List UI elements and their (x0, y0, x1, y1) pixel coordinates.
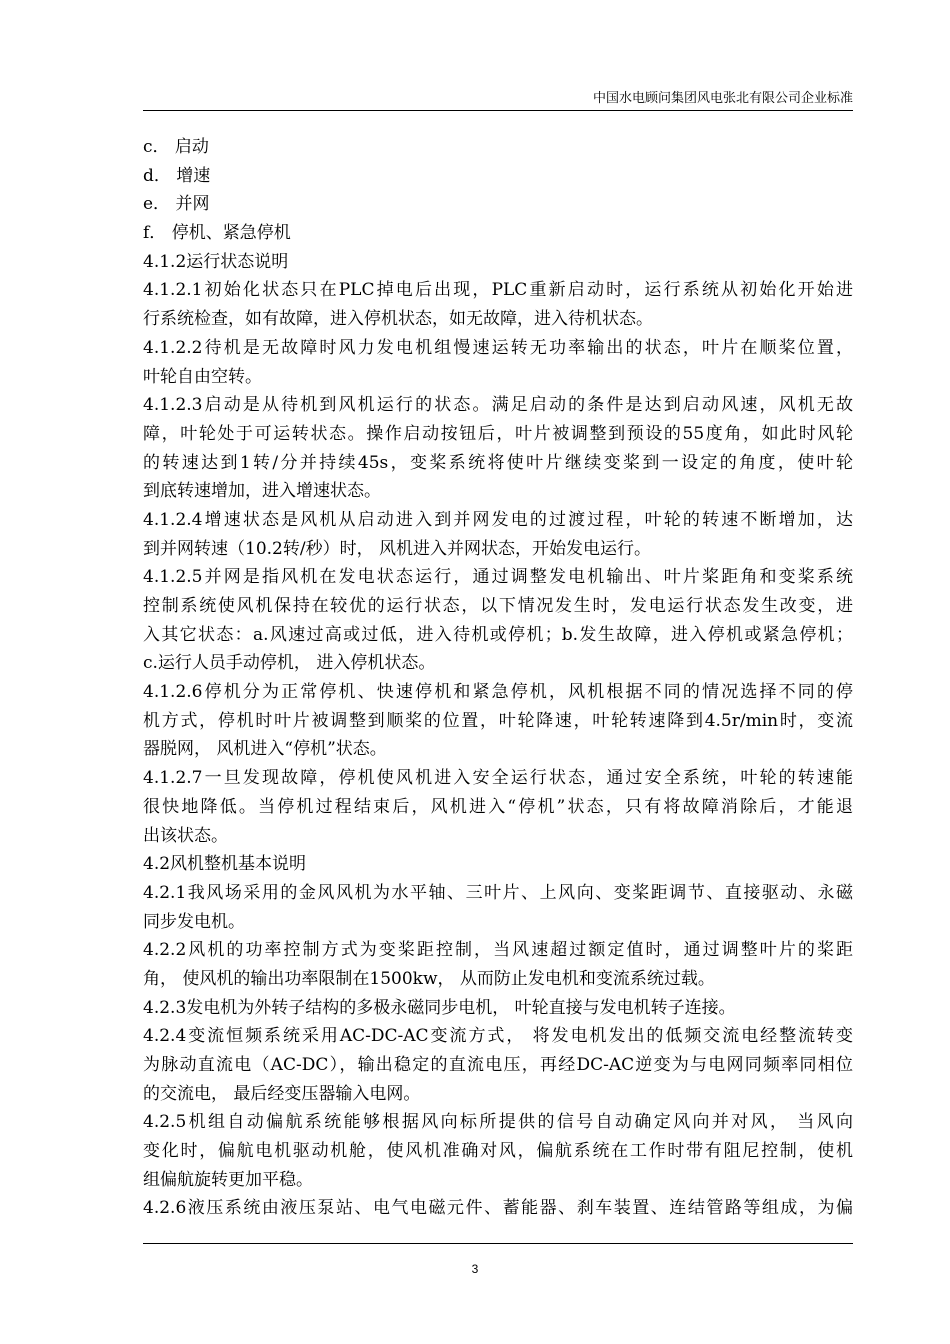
page-header-title: 中国水电顾问集团风电张北有限公司企业标准 (592, 91, 853, 106)
text-line: 变化时，偏航电机驱动机舱，使风机准确对风，偏航系统在工作时带有阻尼控制，使机 (143, 1141, 853, 1162)
text-line: f． 停机、紧急停机 (143, 223, 291, 244)
text-line: 障，叶轮处于可运转状态。操作启动按钮后，叶片被调整到预设的55度角，如此时风轮 (143, 423, 853, 444)
footer-divider (143, 1243, 853, 1244)
page-number: 3 (471, 1262, 479, 1276)
text-line: 4.1.2.3启动是从待机到风机运行的状态。满足启动的条件是达到启动风速，风机无故 (143, 395, 853, 416)
text-line: c． 启动 (143, 137, 209, 157)
text-line: 4.1.2.6停机分为正常停机、快速停机和紧急停机，风机根据不同的情况选择不同的停 (143, 682, 853, 703)
text-line: 角， 使风机的输出功率限制在1500kw， 从而防止发电机和变流系统过载。 (143, 968, 715, 989)
document-body (143, 133, 853, 1223)
text-line: 4.2.4变流恒频系统采用AC-DC-AC变流方式， 将发电机发出的低频交流电经整流转变 (143, 1026, 853, 1047)
text-line: 4.2.6液压系统由液压泵站、电气电磁元件、蓄能器、刹车装置、连结管路等组成，为偏 (143, 1198, 853, 1219)
text-line: 很快地降低。当停机过程结束后，风机进入“停机”状态，只有将故障消除后，才能退 (143, 796, 853, 817)
text-line: 为脉动直流电（AC-DC），输出稳定的直流电压，再经DC-AC逆变为与电网同频率同相位 (143, 1055, 853, 1075)
text-line: 机方式，停机时叶片被调整到顺桨的位置，叶轮降速，叶轮转速降到4.5r/min时，变流 (143, 710, 853, 731)
text-line: 出该状态。 (143, 825, 228, 846)
text-line: 4.2.2风机的功率控制方式为变桨距控制，当风速超过额定值时，通过调整叶片的桨距 (143, 940, 853, 961)
text-line: 器脱网， 风机进入“停机”状态。 (143, 739, 387, 760)
text-line: 的交流电， 最后经变压器输入电网。 (143, 1083, 421, 1104)
text-line: 4.2风机整机基本说明 (143, 854, 307, 875)
header-divider (143, 110, 853, 111)
text-line: 4.1.2.7一旦发现故障，停机使风机进入安全运行状态，通过安全系统，叶轮的转速能 (143, 768, 853, 789)
text-line: 4.2.5机组自动偏航系统能够根据风向标所提供的信号自动确定风向并对风， 当风向 (143, 1112, 853, 1133)
text-line: 4.1.2运行状态说明 (143, 251, 289, 272)
text-line: 4.1.2.2待机是无故障时风力发电机组慢速运转无功率输出的状态，叶片在顺桨位置， (143, 337, 853, 358)
text-line: 组偏航旋转更加平稳。 (143, 1169, 313, 1190)
text-line: 4.1.2.1初始化状态只在PLC掉电后出现，PLC重新启动时，运行系统从初始化开始进 (143, 280, 853, 301)
text-line: 入其它状态：a.风速过高或过低，进入待机或停机；b.发生故障，进入停机或紧急停机； (143, 624, 853, 645)
text-line: e． 并网 (143, 194, 210, 215)
text-line: 4.1.2.5并网是指风机在发电状态运行，通过调整发电机输出、叶片桨距角和变桨系统 (143, 567, 853, 588)
text-line: 4.1.2.4增速状态是风机从启动进入到并网发电的过渡过程，叶轮的转速不断增加，达 (143, 509, 853, 530)
text-line: c.运行人员手动停机， 进入停机状态。 (143, 653, 436, 674)
text-line: 4.2.3发电机为外转子结构的多极永磁同步电机， 叶轮直接与发电机转子连接。 (143, 997, 736, 1018)
text-line: 的转速达到1转/分并持续45s，变桨系统将使叶片继续变桨到一设定的角度，使叶轮 (143, 452, 853, 473)
text-line: 行系统检查，如有故障，进入停机状态，如无故障，进入待机状态。 (143, 309, 653, 330)
text-line: 到底转速增加，进入增速状态。 (143, 481, 381, 502)
text-line: d． 增速 (143, 165, 211, 186)
text-line: 同步发电机。 (143, 911, 245, 932)
text-line: 叶轮自由空转。 (143, 366, 262, 387)
text-line: 到并网转速（10.2转/秒）时， 风机进入并网状态，开始发电运行。 (143, 538, 651, 559)
text-line: 控制系统使风机保持在较优的运行状态，以下情况发生时，发电运行状态发生改变，进 (143, 596, 853, 616)
text-line: 4.2.1我风场采用的金风风机为水平轴、三叶片、上风向、变桨距调节、直接驱动、永磁 (143, 882, 853, 903)
